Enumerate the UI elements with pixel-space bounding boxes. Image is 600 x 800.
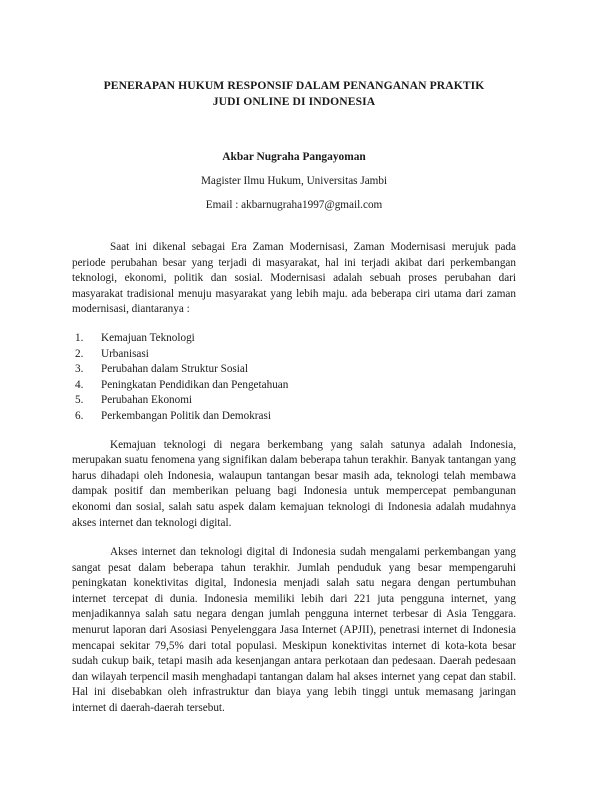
list-item (72, 393, 516, 409)
list-item-number: 5. (75, 394, 84, 407)
list-item-text: Urbanisasi (101, 347, 149, 360)
list-item-number: 1. (75, 331, 84, 344)
list-item (72, 331, 516, 347)
list-item-text: Perkembangan Politik dan Demokrasi (101, 409, 271, 422)
body-paragraph-technology: Kemajuan teknologi di negara berkembang yang salah satunya adalah Indonesia, merupakan suatu fenomena yang signifikan dalam beberapa tahun terakhir. Banyak tantangan yang harus dihadapi oleh Indonesia, walaupun tantangan besar masih ada, teknologi telah membawa dampak positif dan memberikan peluang bagi Indonesia untuk mempercepat pembangunan ekonomi dan sosial, salah satu aspek dalam kemajuan teknologi di Indonesia adalah mudahnya akses internet dan teknologi digital. (72, 438, 516, 529)
document-title (72, 78, 516, 110)
list-item (72, 409, 516, 425)
author-affiliation: Magister Ilmu Hukum, Universitas Jambi (200, 175, 388, 187)
list-item-text: Perubahan dalam Struktur Sosial (101, 363, 248, 376)
list-item-number: 2. (75, 347, 84, 360)
body-paragraph-internet-access: Akses internet dan teknologi digital di Indonesia sudah mengalami perkembangan yang sangat pesat dalam beberapa tahun terakhir. Jumlah penduduk yang besar mempengaruhi peningkatan konektivitas digital, Indonesia menjadi salah satu negara dengan pertumbuhan internet tercepat di dunia. Indonesia memiliki lebih dari 221 juta pengguna internet, yang menjadikannya salah satu negara dengan jumlah pengguna internet terbesar di Asia Tenggara. menurut laporan dari Asosiasi Penyelenggara Jasa Internet (APJII), penetrasi internet di Indonesia mencapai sekitar 79,5% dari total populasi. Meskipun konektivitas internet di kota-kota besar sudah cukup baik, tetapi masih ada kesenjangan antara perkotaan dan pedesaan. Daerah pedesaan dan wilayah terpencil masih menghadapi tantangan dalam hal akses internet yang cepat dan stabil. Hal ini disebabkan oleh infrastruktur dan biaya yang lebih tinggi untuk memasang jaringan internet di daerah-daerah tersebut. (72, 546, 516, 715)
list-item-text: Perubahan Ekonomi (101, 394, 193, 407)
list-item-text: Kemajuan Teknologi (101, 331, 195, 344)
list-item-text: Peningkatan Pendidikan dan Pengetahuan (101, 378, 289, 391)
author-email: Email : akbarnugraha1997@gmail.com (205, 199, 383, 211)
list-item-number: 4. (75, 378, 84, 391)
title-line-1: PENERAPAN HUKUM RESPONSIF DALAM PENANGANAN PRAKTIK (103, 79, 485, 92)
list-item (72, 362, 516, 378)
modernization-traits-list (72, 331, 516, 425)
title-line-2: JUDI ONLINE DI INDONESIA (212, 95, 376, 108)
intro-paragraph: Saat ini dikenal sebagai Era Zaman Modernisasi, Zaman Modernisasi merujuk pada periode perubahan besar yang terjadi di masyarakat, hal ini terjadi akibat dari perkembangan teknologi, ekonomi, politik dan sosial. Modernisasi adalah sebuah proses perubahan dari masyarakat tradisional menuju masyarakat yang lebih maju. ada beberapa ciri utama dari zaman modernisasi, diantaranya : (72, 241, 516, 316)
list-item-number: 3. (75, 363, 84, 376)
author-name: Akbar Nugraha Pangayoman (222, 151, 366, 163)
list-item-number: 6. (75, 409, 84, 422)
list-item (72, 378, 516, 394)
list-item (72, 347, 516, 363)
